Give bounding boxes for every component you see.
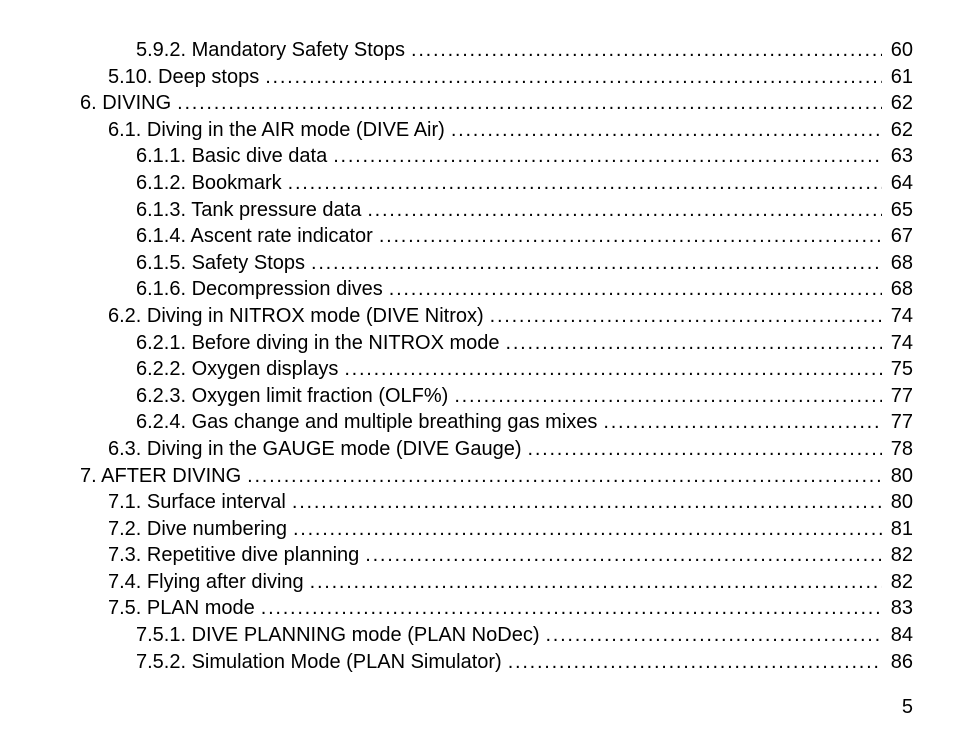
- table-of-contents: [0, 37, 954, 675]
- toc-entry: [0, 330, 954, 357]
- toc-entry-title: 6.1.6. Decompression dives: [136, 278, 383, 301]
- toc-entry-line: [136, 356, 913, 383]
- toc-entry: [0, 569, 954, 596]
- toc-entry-line: [108, 516, 913, 543]
- toc-entry-title: 7.3. Repetitive dive planning: [108, 544, 360, 567]
- toc-entry-page: 80: [890, 491, 913, 514]
- toc-entry: [0, 64, 954, 91]
- toc-entry-page: 67: [890, 225, 913, 248]
- toc-entry-title: 6.1.4. Ascent rate indicator: [136, 225, 373, 248]
- toc-entry-title: 6.1.3. Tank pressure data: [136, 198, 362, 221]
- toc-entry-line: [136, 37, 913, 64]
- toc-entry-line: [108, 542, 913, 569]
- dot-leader: [293, 516, 882, 543]
- toc-entry-page: 77: [890, 411, 913, 434]
- toc-entry: [0, 489, 954, 516]
- toc-entry-title: 7.5. PLAN mode: [108, 597, 255, 620]
- dot-leader: [344, 356, 882, 383]
- dot-leader: [490, 303, 882, 330]
- toc-entry: [0, 622, 954, 649]
- toc-entry-page: 82: [890, 570, 913, 593]
- toc-entry-title: 6.3. Diving in the GAUGE mode (DIVE Gauge): [108, 437, 522, 460]
- toc-entry-page: 63: [890, 145, 913, 168]
- toc-entry-title: 6.2.1. Before diving in the NITROX mode: [136, 331, 500, 354]
- toc-entry-page: 64: [890, 171, 913, 194]
- toc-entry: [0, 303, 954, 330]
- toc-entry-page: 75: [890, 358, 913, 381]
- dot-leader: [389, 276, 882, 303]
- dot-leader: [365, 542, 882, 569]
- toc-entry: [0, 170, 954, 197]
- toc-entry-title: 6.2.3. Oxygen limit fraction (OLF%): [136, 384, 449, 407]
- toc-entry: [0, 250, 954, 277]
- dot-leader: [247, 463, 882, 490]
- toc-entry: [0, 223, 954, 250]
- dot-leader: [454, 383, 882, 410]
- toc-entry-page: 60: [890, 39, 913, 61]
- toc-entry-title: 7.2. Dive numbering: [108, 517, 287, 540]
- toc-entry-line: [136, 197, 913, 224]
- toc-entry-page: 77: [890, 384, 913, 407]
- toc-entry-page: 80: [890, 464, 913, 487]
- toc-entry-page: 83: [890, 597, 913, 620]
- toc-entry: [0, 90, 954, 117]
- toc-entry-line: [136, 383, 913, 410]
- toc-entry: [0, 197, 954, 224]
- toc-entry-page: 74: [890, 331, 913, 354]
- toc-entry-title: 6.1.1. Basic dive data: [136, 145, 328, 168]
- dot-leader: [411, 37, 882, 64]
- toc-entry: [0, 409, 954, 436]
- toc-entry-line: [108, 303, 913, 330]
- toc-entry-page: 68: [890, 251, 913, 274]
- toc-entry-page: 61: [890, 65, 913, 88]
- toc-entry-page: 84: [890, 624, 913, 647]
- toc-entry-title: 7.4. Flying after diving: [108, 570, 304, 593]
- toc-entry-title: 6. DIVING: [80, 92, 172, 115]
- toc-entry-line: [136, 409, 913, 436]
- dot-leader: [506, 330, 882, 357]
- dot-leader: [177, 90, 882, 117]
- toc-entry: [0, 143, 954, 170]
- toc-entry-title: 7.1. Surface interval: [108, 491, 286, 514]
- toc-entry-title: 6.2.4. Gas change and multiple breathing gas mixes: [136, 411, 598, 434]
- toc-entry-page: 86: [890, 650, 913, 673]
- toc-entry: [0, 595, 954, 622]
- toc-entry-line: [80, 90, 913, 117]
- dot-leader: [311, 250, 882, 277]
- toc-entry-line: [136, 250, 913, 277]
- toc-entry-line: [108, 117, 913, 144]
- dot-leader: [265, 64, 882, 91]
- toc-entry-line: [136, 330, 913, 357]
- dot-leader: [528, 436, 882, 463]
- dot-leader: [545, 622, 882, 649]
- dot-leader: [451, 117, 882, 144]
- toc-entry: [0, 649, 954, 676]
- toc-entry-title: 6.2. Diving in NITROX mode (DIVE Nitrox): [108, 304, 484, 327]
- toc-entry-page: 82: [890, 544, 913, 567]
- toc-entry-page: 62: [890, 118, 913, 141]
- toc-entry-title: 7.5.2. Simulation Mode (PLAN Simulator): [136, 650, 502, 673]
- dot-leader: [333, 143, 882, 170]
- toc-entry-line: [108, 569, 913, 596]
- toc-entry-line: [136, 223, 913, 250]
- toc-entry: [0, 436, 954, 463]
- dot-leader: [310, 569, 882, 596]
- toc-entry-line: [136, 170, 913, 197]
- toc-entry-page: 74: [890, 304, 913, 327]
- toc-entry-line: [136, 649, 913, 676]
- toc-entry: [0, 463, 954, 490]
- toc-entry: [0, 37, 954, 64]
- toc-entry: [0, 542, 954, 569]
- toc-entry: [0, 356, 954, 383]
- dot-leader: [603, 409, 882, 436]
- toc-entry: [0, 276, 954, 303]
- toc-entry: [0, 516, 954, 543]
- toc-entry: [0, 383, 954, 410]
- toc-entry-title: 5.9.2. Mandatory Safety Stops: [136, 39, 406, 61]
- dot-leader: [288, 170, 882, 197]
- toc-entry-line: [80, 463, 913, 490]
- toc-entry-title: 6.2.2. Oxygen displays: [136, 358, 339, 381]
- toc-entry-line: [108, 595, 913, 622]
- dot-leader: [379, 223, 882, 250]
- toc-entry-page: 65: [890, 198, 913, 221]
- toc-entry-title: 7.5.1. DIVE PLANNING mode (PLAN NoDec): [136, 624, 540, 647]
- dot-leader: [367, 197, 882, 224]
- toc-entry-title: 7. AFTER DIVING: [80, 464, 242, 487]
- toc-entry-line: [136, 143, 913, 170]
- toc-entry-title: 6.1. Diving in the AIR mode (DIVE Air): [108, 118, 445, 141]
- toc-entry-line: [136, 276, 913, 303]
- toc-entry-page: 81: [890, 517, 913, 540]
- toc-entry-line: [136, 622, 913, 649]
- toc-entry-line: [108, 64, 913, 91]
- toc-entry: [0, 117, 954, 144]
- toc-entry-page: 68: [890, 278, 913, 301]
- toc-entry-title: 6.1.2. Bookmark: [136, 171, 282, 194]
- dot-leader: [292, 489, 882, 516]
- toc-entry-page: 78: [890, 437, 913, 460]
- page-number: 5: [901, 696, 913, 718]
- toc-entry-title: 6.1.5. Safety Stops: [136, 251, 305, 274]
- toc-entry-line: [108, 436, 913, 463]
- toc-entry-page: 62: [890, 92, 913, 115]
- toc-entry-line: [108, 489, 913, 516]
- toc-entry-title: 5.10. Deep stops: [108, 65, 260, 88]
- dot-leader: [261, 595, 882, 622]
- dot-leader: [508, 649, 882, 676]
